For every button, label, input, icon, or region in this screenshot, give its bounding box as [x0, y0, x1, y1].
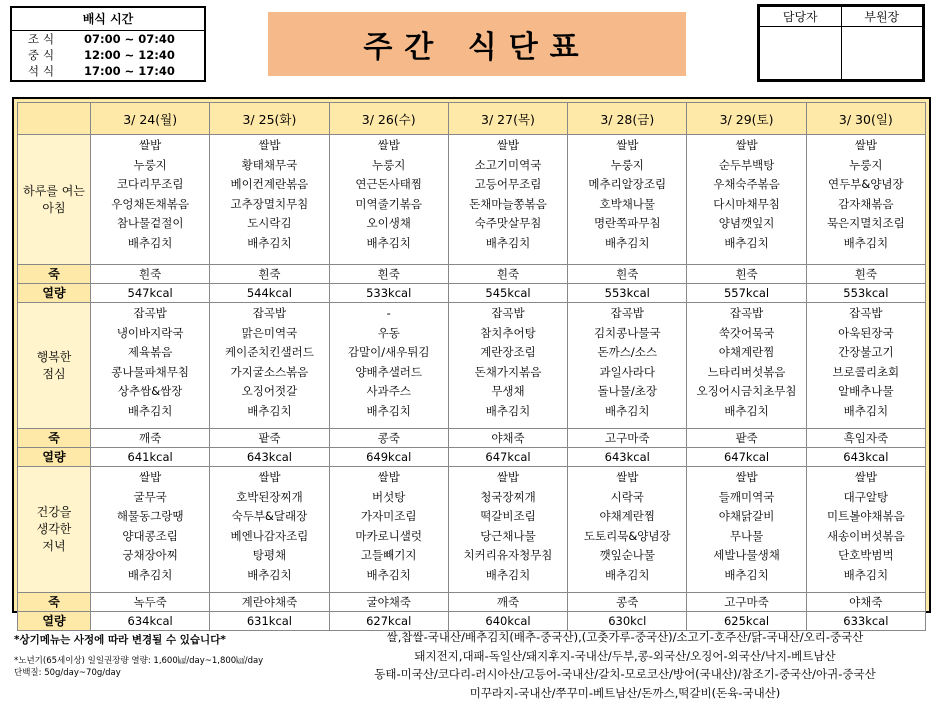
kcal-cell: 545kcal — [448, 284, 567, 303]
dinner-menu-cell — [806, 467, 925, 593]
kcal-cell: 643kcal — [806, 448, 925, 467]
breakfast-menu-row — [18, 135, 926, 265]
menu-item: 쌀밥 — [210, 136, 328, 156]
meal-time-label: 조식 — [12, 31, 74, 47]
breakfast-menu-cell — [448, 135, 567, 265]
nutrition-info — [14, 655, 314, 679]
juk-cell: 야채죽 — [806, 593, 925, 612]
menu-item: 야채계란찜 — [687, 343, 805, 363]
menu-item: 누룽지 — [807, 156, 925, 176]
juk-cell: 흰죽 — [568, 265, 687, 284]
menu-item: 잡곡밥 — [687, 304, 805, 324]
breakfast-kcal-row — [18, 284, 926, 303]
menu-item: 베엔나감자조림 — [210, 527, 328, 547]
kcal-cell: 643kcal — [568, 448, 687, 467]
menu-item: 떡갈비조림 — [449, 507, 567, 527]
approval-box — [757, 4, 925, 82]
menu-item: 코다리무조림 — [91, 175, 209, 195]
menu-item: 무나물 — [687, 527, 805, 547]
menu-item: 맑은미역국 — [210, 324, 328, 344]
dinner-menu-cell — [329, 467, 448, 593]
lunch-menu-cell — [568, 303, 687, 429]
kcal-cell: 630kcl — [568, 612, 687, 631]
menu-item: 쌀밥 — [568, 468, 686, 488]
menu-item: 깻잎순나물 — [568, 546, 686, 566]
lunch-menu-row — [18, 303, 926, 429]
menu-item: 배추김치 — [568, 234, 686, 254]
breakfast-label — [18, 135, 91, 265]
dinner-menu-row — [18, 467, 926, 593]
menu-item: 배추김치 — [330, 566, 448, 586]
menu-item: 쌀밥 — [91, 136, 209, 156]
meal-time-box — [10, 6, 206, 82]
menu-item: 우동 — [330, 324, 448, 344]
kcal-label: 열량 — [18, 612, 91, 631]
day-header: 3/ 29(토) — [687, 103, 806, 135]
origin-line: 돼지전지,대패-독일산/돼지후지-국내산/두부,콩-외국산/오징어-외국산/낙지-베트남산 — [320, 647, 930, 666]
breakfast-menu-cell — [210, 135, 329, 265]
menu-item: 배추김치 — [210, 234, 328, 254]
day-header: 3/ 30(일) — [806, 103, 925, 135]
origin-line: 쌀,찹쌀-국내산/배추김치(배추-중국산),(고춧가루-중국산)/소고기-호주산/닭-국내산/오리-중국산 — [320, 628, 930, 647]
menu-item: 배추김치 — [449, 566, 567, 586]
menu-item: 양대콩조림 — [91, 527, 209, 547]
meal-label-line: 하루를 여는 — [18, 183, 90, 200]
menu-item: 배추김치 — [568, 402, 686, 422]
breakfast-menu-cell — [806, 135, 925, 265]
origin-info — [320, 628, 930, 702]
menu-item: 대구알탕 — [807, 488, 925, 508]
day-header: 3/ 26(수) — [329, 103, 448, 135]
lunch-menu-cell — [91, 303, 210, 429]
menu-item: 배추김치 — [687, 402, 805, 422]
menu-item: 쌀밥 — [449, 468, 567, 488]
menu-item: 아욱된장국 — [807, 324, 925, 344]
breakfast-menu-cell — [687, 135, 806, 265]
menu-item: 쌀밥 — [91, 468, 209, 488]
approval-header-manager: 담당자 — [760, 7, 842, 27]
juk-label: 죽 — [18, 429, 91, 448]
juk-cell: 고구마죽 — [687, 593, 806, 612]
menu-item: 도토리묵&양념장 — [568, 527, 686, 547]
menu-item: 새송이버섯볶음 — [807, 527, 925, 547]
day-header: 3/ 24(월) — [91, 103, 210, 135]
menu-item: 감말이/새우튀김 — [330, 343, 448, 363]
meal-time-row — [12, 47, 204, 63]
menu-item: 숙두부&달래장 — [210, 507, 328, 527]
menu-item: - — [330, 304, 448, 324]
breakfast-menu-cell — [91, 135, 210, 265]
kcal-cell: 641kcal — [91, 448, 210, 467]
juk-cell: 팥죽 — [687, 429, 806, 448]
nutrition-line: *노년기(65세이상) 일일권장량 열량: 1,600㎉/day~1,800㎉/day — [14, 655, 314, 667]
menu-item: 세발나물생채 — [687, 546, 805, 566]
menu-item: 쌀밥 — [210, 468, 328, 488]
menu-item: 배추김치 — [687, 566, 805, 586]
table-corner — [18, 103, 91, 135]
menu-item: 숙주맛살무침 — [449, 214, 567, 234]
kcal-cell: 557kcal — [687, 284, 806, 303]
menu-item: 고추장멸치무침 — [210, 195, 328, 215]
juk-cell: 콩죽 — [568, 593, 687, 612]
menu-item: 들깨미역국 — [687, 488, 805, 508]
menu-item: 탕평채 — [210, 546, 328, 566]
kcal-cell: 634kcal — [91, 612, 210, 631]
juk-cell: 깨죽 — [448, 593, 567, 612]
juk-cell: 흰죽 — [91, 265, 210, 284]
lunch-menu-cell — [687, 303, 806, 429]
dinner-label — [18, 467, 91, 593]
juk-cell: 흰죽 — [210, 265, 329, 284]
kcal-cell: 627kcal — [329, 612, 448, 631]
nutrition-line: 단백질: 50g/day~70g/day — [14, 667, 314, 679]
day-header: 3/ 28(금) — [568, 103, 687, 135]
kcal-cell: 631kcal — [210, 612, 329, 631]
menu-item: 가지굴소스볶음 — [210, 363, 328, 383]
dinner-menu-cell — [448, 467, 567, 593]
juk-cell: 흰죽 — [687, 265, 806, 284]
menu-item: 과일사라다 — [568, 363, 686, 383]
menu-item: 궁채장아찌 — [91, 546, 209, 566]
menu-item: 쌀밥 — [449, 136, 567, 156]
lunch-juk-row — [18, 429, 926, 448]
juk-cell: 팥죽 — [210, 429, 329, 448]
menu-item: 오이생채 — [330, 214, 448, 234]
lunch-menu-cell — [329, 303, 448, 429]
menu-item: 우채숙주볶음 — [687, 175, 805, 195]
menu-item: 쌀밥 — [330, 136, 448, 156]
menu-item: 쌀밥 — [807, 136, 925, 156]
approval-sign-director — [841, 27, 923, 80]
menu-item: 느타리버섯볶음 — [687, 363, 805, 383]
meal-time-header: 배식 시간 — [12, 8, 204, 31]
menu-item: 야채계란찜 — [568, 507, 686, 527]
menu-item: 돈채마늘쫑볶음 — [449, 195, 567, 215]
menu-item: 참치추어탕 — [449, 324, 567, 344]
menu-item: 배추김치 — [687, 234, 805, 254]
menu-item: 쌀밥 — [330, 468, 448, 488]
menu-item: 단호박범벅 — [807, 546, 925, 566]
menu-item: 배추김치 — [91, 402, 209, 422]
kcal-cell: 633kcal — [806, 612, 925, 631]
menu-item: 연두부&양념장 — [807, 175, 925, 195]
menu-item: 황태채무국 — [210, 156, 328, 176]
menu-item: 베이컨계란볶음 — [210, 175, 328, 195]
menu-item: 오징어젓갈 — [210, 382, 328, 402]
origin-line: 동태-미국산/코다리-러시아산/고등어-국내산/갈치-모로코산/방어(국내산)/참조기-중국산/아귀-중국산 — [320, 665, 930, 684]
menu-item: 김치콩나물국 — [568, 324, 686, 344]
kcal-cell: 647kcal — [448, 448, 567, 467]
menu-item: 누룽지 — [330, 156, 448, 176]
menu-item: 다시마채무침 — [687, 195, 805, 215]
menu-item: 감자채볶음 — [807, 195, 925, 215]
menu-item: 야채닭갈비 — [687, 507, 805, 527]
meal-label-line: 아침 — [18, 200, 90, 217]
menu-item: 순두부백탕 — [687, 156, 805, 176]
kcal-cell: 553kcal — [806, 284, 925, 303]
menu-item: 계란장조림 — [449, 343, 567, 363]
menu-item: 양념깻잎지 — [687, 214, 805, 234]
menu-item: 콩나물파채무침 — [91, 363, 209, 383]
meal-label-line: 건강을 — [18, 504, 90, 521]
menu-item: 배추김치 — [807, 234, 925, 254]
meal-time-label: 중식 — [12, 47, 74, 63]
dinner-menu-cell — [687, 467, 806, 593]
lunch-label — [18, 303, 91, 429]
meal-time-value: 07:00 ~ 07:40 — [74, 31, 175, 47]
menu-item: 굴무국 — [91, 488, 209, 508]
menu-item: 쌀밥 — [687, 136, 805, 156]
menu-item: 도시락김 — [210, 214, 328, 234]
kcal-label: 열량 — [18, 284, 91, 303]
menu-item: 배추김치 — [568, 566, 686, 586]
dinner-menu-cell — [210, 467, 329, 593]
menu-item: 양배추샐러드 — [330, 363, 448, 383]
dinner-menu-cell — [568, 467, 687, 593]
kcal-cell: 544kcal — [210, 284, 329, 303]
breakfast-juk-row — [18, 265, 926, 284]
menu-item: 케이준치킨샐러드 — [210, 343, 328, 363]
page-title: 주간 식단표 — [268, 12, 686, 76]
menu-item: 누룽지 — [568, 156, 686, 176]
kcal-cell: 553kcal — [568, 284, 687, 303]
menu-item: 브로콜리초회 — [807, 363, 925, 383]
menu-item: 배추김치 — [807, 566, 925, 586]
menu-item: 오징어시금치초무침 — [687, 382, 805, 402]
menu-item: 미역줄기볶음 — [330, 195, 448, 215]
juk-cell: 흰죽 — [806, 265, 925, 284]
menu-item: 잡곡밥 — [91, 304, 209, 324]
menu-item: 우엉채돈채볶음 — [91, 195, 209, 215]
day-header-row — [18, 103, 926, 135]
menu-item: 사과주스 — [330, 382, 448, 402]
menu-item: 쑥갓어묵국 — [687, 324, 805, 344]
day-header: 3/ 27(목) — [448, 103, 567, 135]
menu-item: 연근돈사태찜 — [330, 175, 448, 195]
notes — [14, 632, 314, 679]
juk-cell: 콩죽 — [329, 429, 448, 448]
menu-item: 무생채 — [449, 382, 567, 402]
kcal-cell: 647kcal — [687, 448, 806, 467]
menu-item: 마카로니샐럿 — [330, 527, 448, 547]
menu-item: 배추김치 — [330, 234, 448, 254]
menu-item: 호박된장찌개 — [210, 488, 328, 508]
kcal-cell: 533kcal — [329, 284, 448, 303]
menu-item: 냉이바지락국 — [91, 324, 209, 344]
dinner-menu-cell — [91, 467, 210, 593]
kcal-cell: 643kcal — [210, 448, 329, 467]
breakfast-menu-cell — [329, 135, 448, 265]
menu-item: 쌀밥 — [807, 468, 925, 488]
meal-label-line: 저녁 — [18, 538, 90, 555]
menu-item: 배추김치 — [807, 402, 925, 422]
menu-item: 치커리유자청무침 — [449, 546, 567, 566]
menu-item: 고들빼기지 — [330, 546, 448, 566]
menu-item: 청국장찌개 — [449, 488, 567, 508]
menu-item: 명란쪽파무침 — [568, 214, 686, 234]
juk-label: 죽 — [18, 593, 91, 612]
menu-item: 해물동그랑땡 — [91, 507, 209, 527]
menu-item: 미트볼야채볶음 — [807, 507, 925, 527]
juk-cell: 고구마죽 — [568, 429, 687, 448]
meal-time-row — [12, 63, 204, 79]
day-header: 3/ 25(화) — [210, 103, 329, 135]
menu-item: 배추김치 — [91, 566, 209, 586]
menu-item: 잡곡밥 — [449, 304, 567, 324]
menu-item: 배추김치 — [210, 566, 328, 586]
menu-item: 참나물겉절이 — [91, 214, 209, 234]
menu-item: 배추김치 — [330, 402, 448, 422]
juk-cell: 녹두죽 — [91, 593, 210, 612]
menu-item: 잡곡밥 — [568, 304, 686, 324]
menu-item: 돈까스/소스 — [568, 343, 686, 363]
origin-line: 미꾸라지-국내산/쭈꾸미-베트남산/돈까스,떡갈비(돈육-국내산) — [320, 684, 930, 702]
menu-item: 쌀밥 — [687, 468, 805, 488]
menu-item: 가자미조림 — [330, 507, 448, 527]
menu-item: 돌나물/초장 — [568, 382, 686, 402]
breakfast-menu-cell — [568, 135, 687, 265]
juk-cell: 굴야채죽 — [329, 593, 448, 612]
menu-item: 배추김치 — [449, 234, 567, 254]
menu-item: 상추쌈&쌈장 — [91, 382, 209, 402]
menu-item: 누룽지 — [91, 156, 209, 176]
meal-time-value: 17:00 ~ 17:40 — [74, 63, 175, 79]
juk-cell: 계란야채죽 — [210, 593, 329, 612]
menu-item: 돈채가지볶음 — [449, 363, 567, 383]
menu-item: 배추김치 — [210, 402, 328, 422]
menu-item: 알배추나물 — [807, 382, 925, 402]
menu-item: 소고기미역국 — [449, 156, 567, 176]
menu-item: 묵은지멸치조림 — [807, 214, 925, 234]
meal-label-line: 행복한 — [18, 349, 90, 366]
menu-item: 쌀밥 — [568, 136, 686, 156]
juk-label: 죽 — [18, 265, 91, 284]
lunch-kcal-row — [18, 448, 926, 467]
change-notice: *상기메뉴는 사정에 따라 변경될 수 있습니다* — [14, 632, 314, 647]
meal-time-value: 12:00 ~ 12:40 — [74, 47, 175, 63]
lunch-menu-cell — [448, 303, 567, 429]
menu-item: 당근채나물 — [449, 527, 567, 547]
meal-label-line: 생각한 — [18, 521, 90, 538]
menu-item: 잡곡밥 — [807, 304, 925, 324]
meal-time-row — [12, 31, 204, 47]
menu-item: 고등어무조림 — [449, 175, 567, 195]
weekly-menu-table — [12, 97, 931, 613]
approval-header-director: 부원장 — [841, 7, 923, 27]
kcal-cell: 547kcal — [91, 284, 210, 303]
menu-item: 제육볶음 — [91, 343, 209, 363]
kcal-cell: 649kcal — [329, 448, 448, 467]
kcal-label: 열량 — [18, 448, 91, 467]
juk-cell: 흰죽 — [329, 265, 448, 284]
meal-label-line: 점심 — [18, 366, 90, 383]
kcal-cell: 625kcal — [687, 612, 806, 631]
juk-cell: 야채죽 — [448, 429, 567, 448]
menu-item: 배추김치 — [449, 402, 567, 422]
kcal-cell: 640kcal — [448, 612, 567, 631]
menu-item: 버섯탕 — [330, 488, 448, 508]
dinner-juk-row — [18, 593, 926, 612]
menu-item: 배추김치 — [91, 234, 209, 254]
menu-item: 호박채나물 — [568, 195, 686, 215]
juk-cell: 흰죽 — [448, 265, 567, 284]
lunch-menu-cell — [210, 303, 329, 429]
lunch-menu-cell — [806, 303, 925, 429]
menu-item: 메추리알장조림 — [568, 175, 686, 195]
juk-cell: 깨죽 — [91, 429, 210, 448]
menu-item: 간장불고기 — [807, 343, 925, 363]
approval-sign-manager — [760, 27, 842, 80]
meal-time-label: 석식 — [12, 63, 74, 79]
menu-item: 시락국 — [568, 488, 686, 508]
juk-cell: 흑임자죽 — [806, 429, 925, 448]
menu-item: 잡곡밥 — [210, 304, 328, 324]
